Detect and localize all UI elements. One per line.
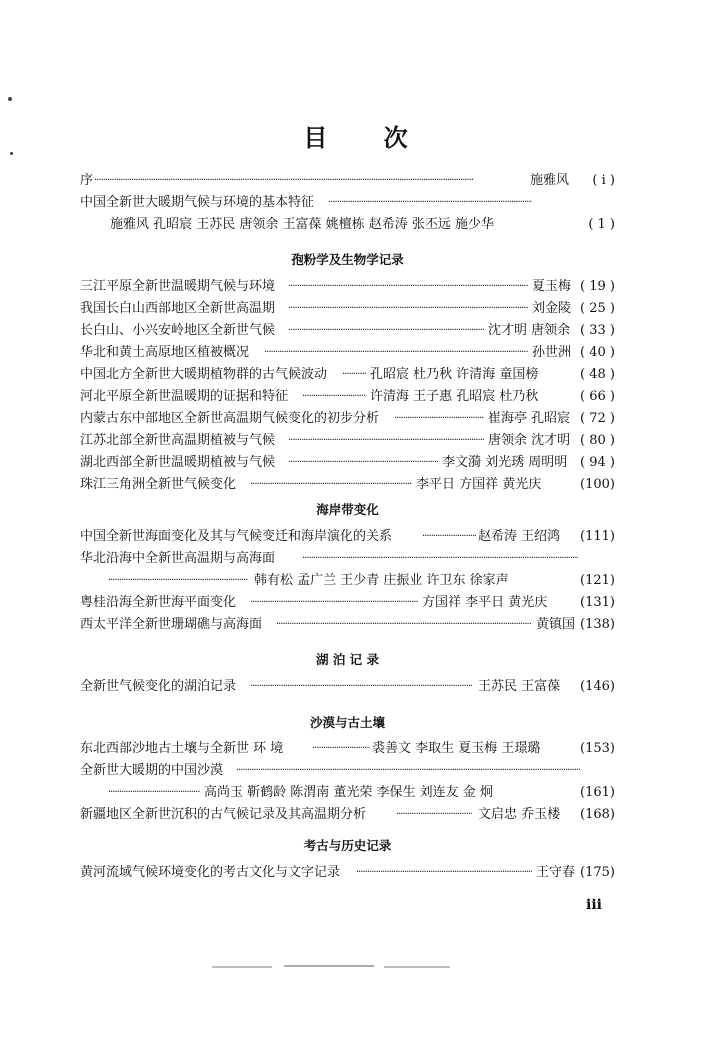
leader-dots xyxy=(288,430,484,452)
entry-authors: 唐领余 沈才明 xyxy=(488,433,571,448)
scan-dot xyxy=(8,97,12,101)
toc-entry xyxy=(80,364,615,386)
entry-title: 序 xyxy=(80,173,94,188)
section-heading: 湖 泊 记 录 xyxy=(315,652,380,667)
entry-authors: 韩有松 孟广兰 王少青 庄振业 许卫东 徐家声 xyxy=(254,573,509,588)
toc-entry xyxy=(80,804,615,826)
entry-title: 中国北方全新世大暖期植物群的古气候波动 xyxy=(80,367,328,382)
entry-page: (146) xyxy=(580,679,615,694)
entry-page: (161) xyxy=(580,785,615,800)
entry-authors: 王苏民 王富葆 xyxy=(478,679,561,694)
section-heading: 海岸带变化 xyxy=(316,502,379,517)
entry-authors: 方国祥 李平日 黄光庆 xyxy=(422,595,548,610)
entry-authors: 崔海亭 孔昭宸 xyxy=(488,411,571,426)
entry-page: (111) xyxy=(580,529,615,544)
leader-dots xyxy=(328,192,532,214)
entry-authors: 高尚玉 靳鹤龄 陈渭南 董光荣 李保生 刘连友 金 炯 xyxy=(204,785,493,800)
leader-dots xyxy=(250,474,412,496)
section-heading: 沙漠与古土壤 xyxy=(309,715,385,730)
toc-entry xyxy=(80,614,615,636)
toc-entry-authors xyxy=(80,214,615,236)
title-char: 次 xyxy=(383,124,410,152)
entry-title: 全新世气候变化的湖泊记录 xyxy=(80,679,237,694)
entry-page: ( i ) xyxy=(592,173,615,188)
entry-title: 内蒙古东中部地区全新世高温期气候变化的初步分析 xyxy=(80,411,380,426)
toc-entry xyxy=(80,548,615,570)
entry-title: 珠江三角洲全新世气候变化 xyxy=(80,477,237,492)
toc-entry-authors xyxy=(80,570,615,592)
section-heading: 考古与历史记录 xyxy=(303,838,392,853)
toc-pollen xyxy=(80,276,615,496)
toc-entry-authors xyxy=(80,782,615,804)
entry-authors: 李平日 方国祥 黄光庆 xyxy=(416,477,542,492)
toc-entry xyxy=(80,320,615,342)
entry-title: 西太平洋全新世珊瑚礁与高海面 xyxy=(80,617,263,632)
toc-entry xyxy=(80,592,615,614)
section-heading: 孢粉学及生物学记录 xyxy=(291,252,404,267)
entry-title: 粤桂沿海全新世海平面变化 xyxy=(80,595,237,610)
entry-page: ( 80 ) xyxy=(580,433,615,448)
entry-authors: 王守春 xyxy=(536,865,576,880)
leader-dots xyxy=(288,320,484,342)
toc-entry xyxy=(80,170,615,192)
page-title xyxy=(0,118,713,153)
toc-entry xyxy=(80,408,615,430)
entry-page: ( 94 ) xyxy=(580,455,615,470)
entry-page: ( 40 ) xyxy=(580,345,615,360)
scan-artifact xyxy=(212,966,272,968)
entry-title: 我国长白山西部地区全新世高温期 xyxy=(80,301,276,316)
entry-authors: 施雅风 xyxy=(530,173,570,188)
entry-page: (138) xyxy=(580,617,615,632)
entry-title: 新疆地区全新世沉积的古气候记录及其高温期分析 xyxy=(80,807,367,822)
leader-dots xyxy=(396,804,472,826)
leader-dots xyxy=(236,760,580,782)
toc-entry xyxy=(80,298,615,320)
entry-page: (121) xyxy=(580,573,615,588)
entry-title: 长白山、小兴安岭地区全新世气候 xyxy=(80,323,276,338)
entry-authors: 刘金陵 xyxy=(532,301,572,316)
toc-entry xyxy=(80,430,615,452)
entry-title: 东北西部沙地古土壤与全新世 环 境 xyxy=(80,741,284,756)
entry-title: 中国全新世大暖期气候与环境的基本特征 xyxy=(80,195,315,210)
toc-entry xyxy=(80,386,615,408)
leader-dots xyxy=(276,614,532,636)
leader-dots xyxy=(302,386,366,408)
entry-page: (168) xyxy=(580,807,615,822)
toc-coast xyxy=(80,526,615,636)
leader-dots xyxy=(342,364,366,386)
leader-dots xyxy=(108,570,248,592)
leader-dots xyxy=(264,342,528,364)
toc-entry xyxy=(80,676,615,698)
entry-title: 江苏北部全新世高温期植被与气候 xyxy=(80,433,276,448)
entry-authors: 裘善文 李取生 夏玉梅 王璟璐 xyxy=(372,741,541,756)
toc-entry xyxy=(80,760,615,782)
toc-entry xyxy=(80,862,615,884)
entry-page: ( 66 ) xyxy=(580,389,615,404)
entry-page: (153) xyxy=(580,741,615,756)
title-char: 目 xyxy=(303,124,330,152)
page-number: iii xyxy=(586,897,602,913)
entry-page: ( 48 ) xyxy=(580,367,615,382)
entry-authors: 沈才明 唐领余 xyxy=(488,323,571,338)
leader-dots xyxy=(394,408,484,430)
leader-dots xyxy=(422,526,476,548)
entry-page: ( 72 ) xyxy=(580,411,615,426)
entry-title: 全新世大暖期的中国沙漠 xyxy=(80,763,224,778)
toc-entry xyxy=(80,738,615,760)
entry-title: 华北沿海中全新世高温期与高海面 xyxy=(80,551,276,566)
toc-entry xyxy=(80,452,615,474)
leader-dots xyxy=(94,170,526,192)
toc-intro xyxy=(80,170,615,236)
entry-page: ( 25 ) xyxy=(580,301,615,316)
entry-authors: 黄镇国 xyxy=(536,617,576,632)
leader-dots xyxy=(250,676,472,698)
entry-title: 湖北西部全新世温暖期植被与气候 xyxy=(80,455,276,470)
entry-page: ( 33 ) xyxy=(580,323,615,338)
leader-dots xyxy=(288,276,528,298)
leader-dots xyxy=(302,548,578,570)
leader-dots xyxy=(356,862,532,884)
entry-authors: 许清海 王子惠 孔昭宸 杜乃秋 xyxy=(370,389,539,404)
toc-entry xyxy=(80,342,615,364)
leader-dots xyxy=(288,298,528,320)
entry-authors: 孔昭宸 杜乃秋 许清海 童国榜 xyxy=(370,367,539,382)
entry-page: ( 1 ) xyxy=(588,217,615,232)
leader-dots xyxy=(288,452,438,474)
toc-archaeo xyxy=(80,862,615,884)
toc-entry xyxy=(80,474,615,496)
entry-authors: 孙世洲 xyxy=(532,345,572,360)
scan-artifact xyxy=(384,966,450,968)
entry-page: ( 19 ) xyxy=(580,279,615,294)
entry-authors: 李文漪 刘光琇 周明明 xyxy=(442,455,568,470)
leader-dots xyxy=(312,738,370,760)
toc-desert xyxy=(80,738,615,826)
toc-lake xyxy=(80,676,615,698)
toc-entry xyxy=(80,192,615,214)
entry-title: 黄河流域气候环境变化的考古文化与文字记录 xyxy=(80,865,341,880)
entry-title: 三江平原全新世温暖期气候与环境 xyxy=(80,279,276,294)
entry-page: (131) xyxy=(580,595,615,610)
leader-dots xyxy=(250,592,418,614)
scan-artifact xyxy=(284,965,374,967)
entry-title: 华北和黄土高原地区植被概况 xyxy=(80,345,250,360)
entry-page: (100) xyxy=(580,477,615,492)
leader-dots xyxy=(108,782,200,804)
entry-authors: 夏玉梅 xyxy=(532,279,572,294)
entry-page: (175) xyxy=(580,865,615,880)
entry-authors: 施雅风 孔昭宸 王苏民 唐领余 王富葆 姚檀栋 赵希涛 张丕远 施少华 xyxy=(110,217,495,232)
entry-title: 中国全新世海面变化及其与气候变迁和海岸演化的关系 xyxy=(80,529,393,544)
entry-authors: 文启忠 乔玉楼 xyxy=(478,807,561,822)
entry-title: 河北平原全新世温暖期的证据和特征 xyxy=(80,389,289,404)
toc-entry xyxy=(80,526,615,548)
entry-authors: 赵希涛 王绍鸿 xyxy=(478,529,561,544)
toc-entry xyxy=(80,276,615,298)
